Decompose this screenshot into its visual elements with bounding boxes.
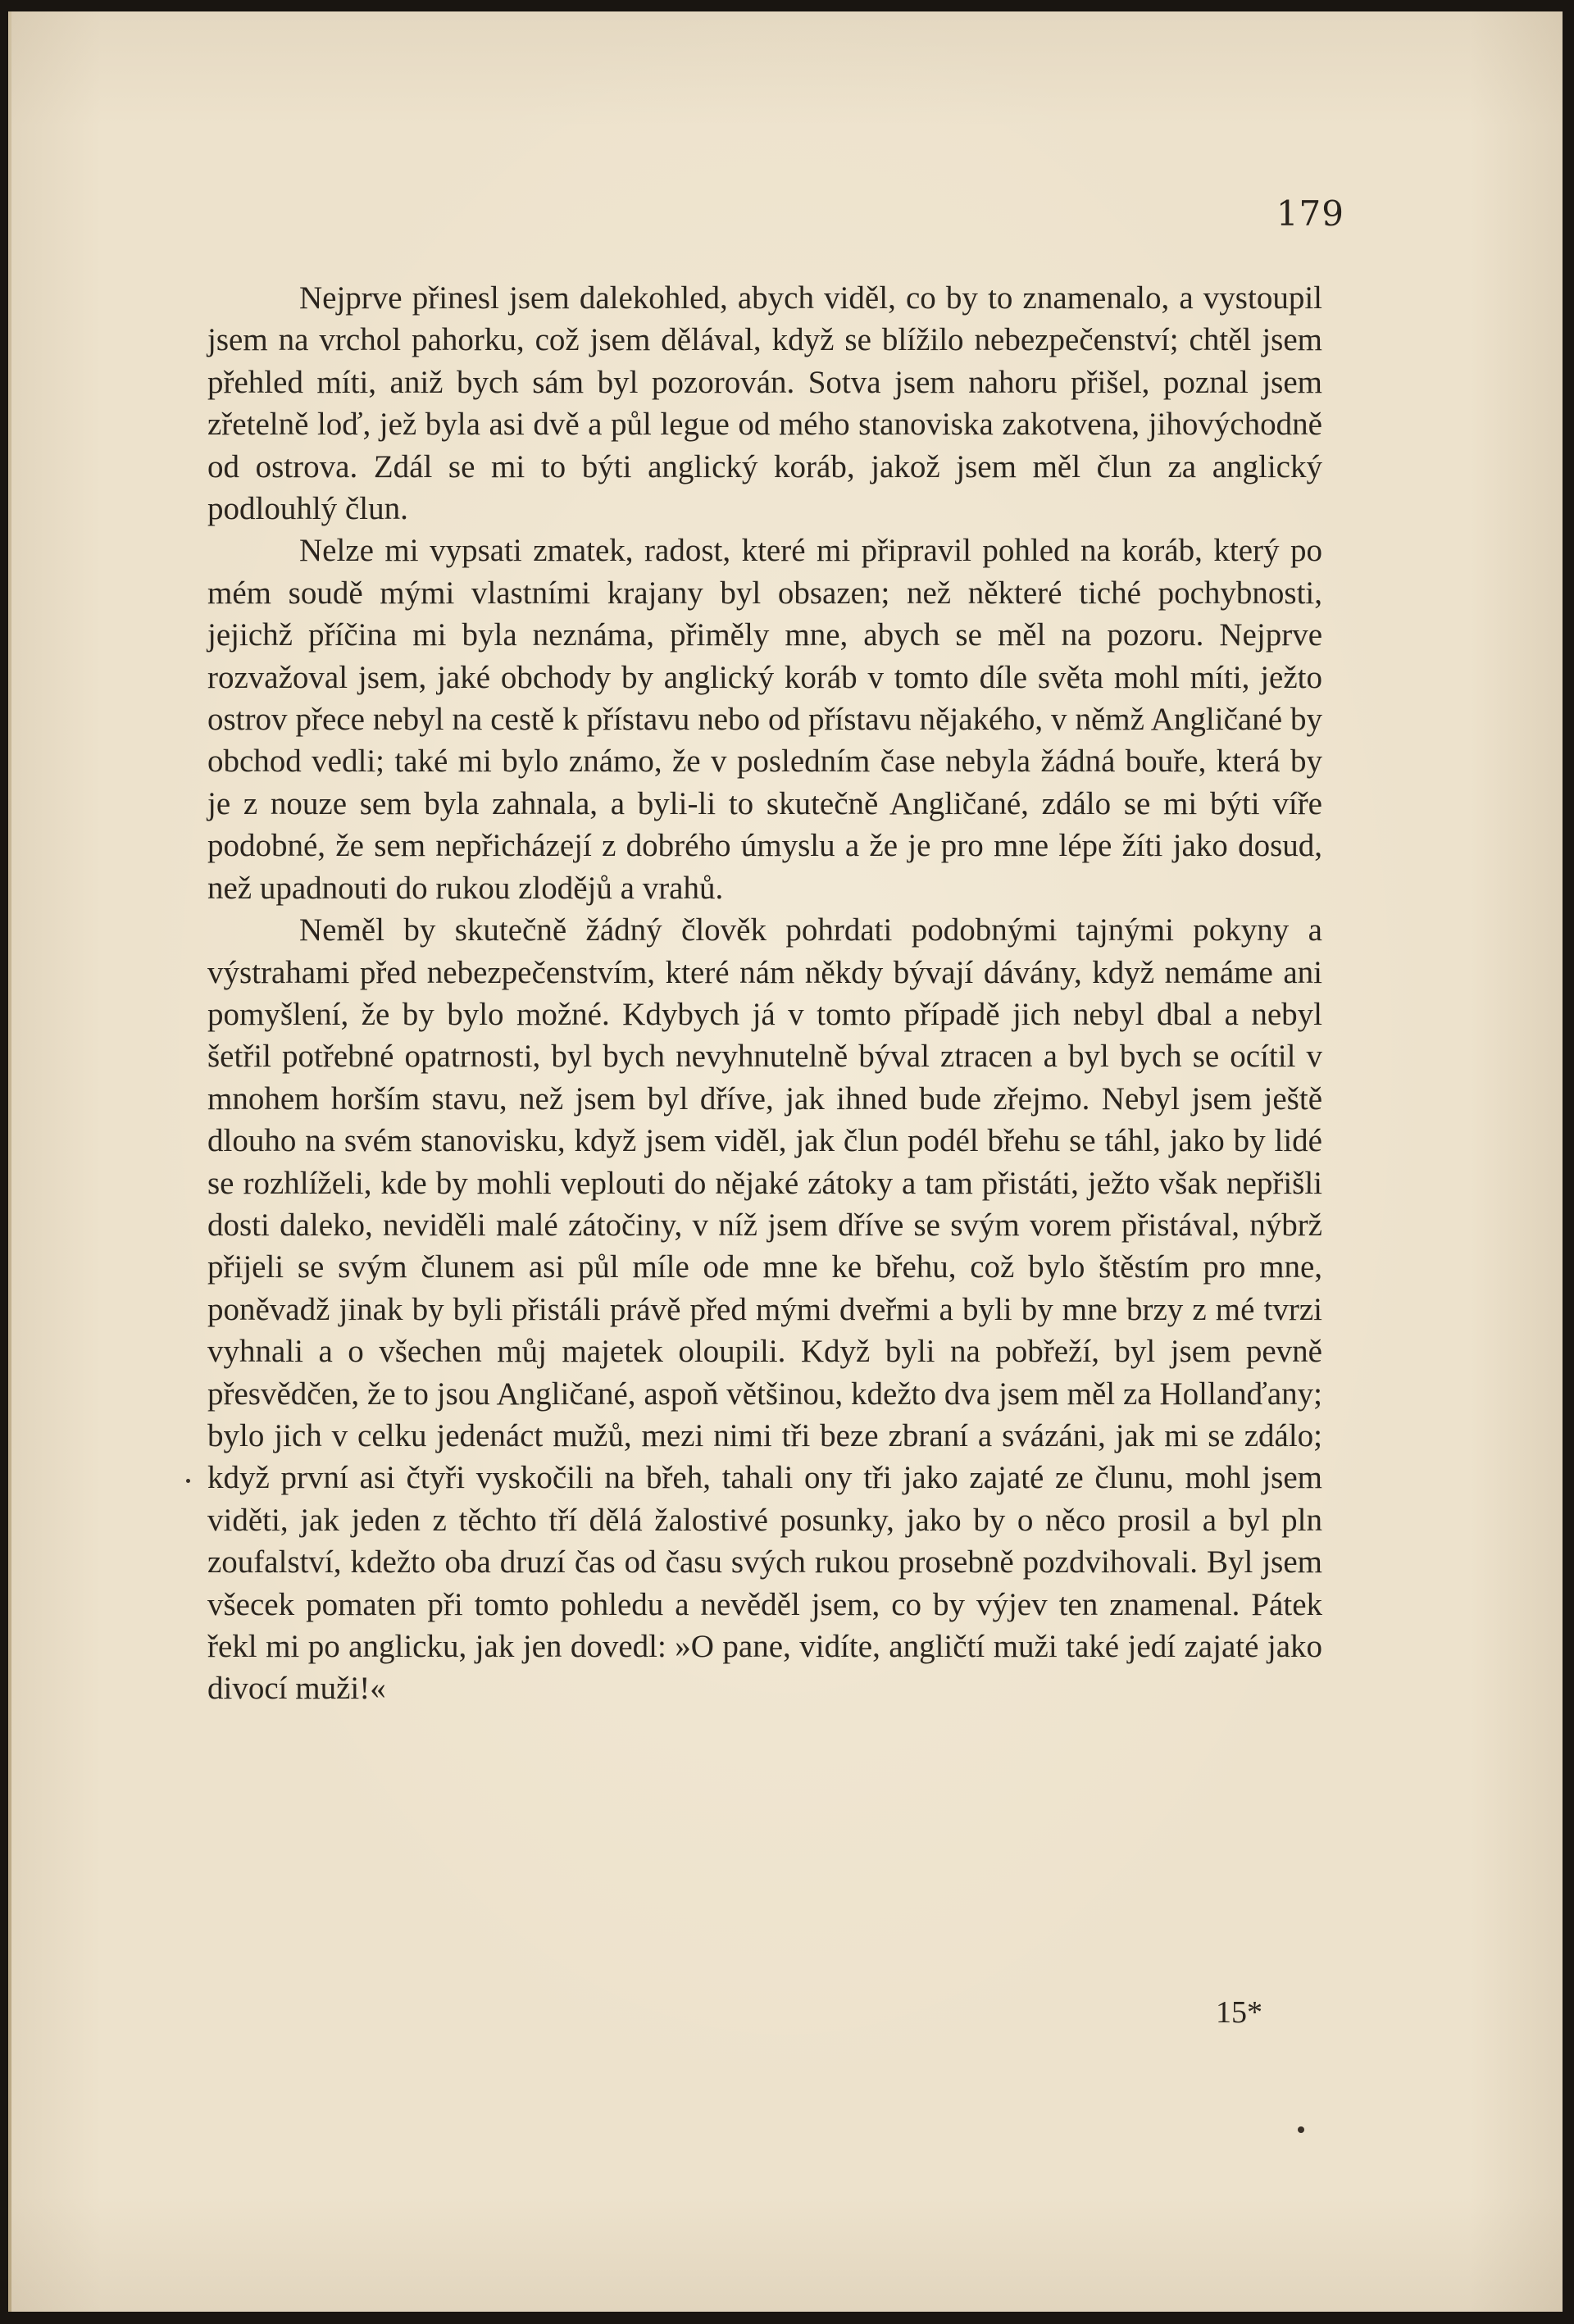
ink-speck xyxy=(186,1479,190,1483)
page-number: 179 xyxy=(1276,193,1344,234)
paragraph-2: Nelze mi vypsati zmatek, radost, které mi připravil pohled na koráb, který po mém soudě mými vlastními krajany byl obsazen; než některé tiché pochybnosti, jejichž příčina mi byla neznáma, přiměly mne, abych se měl na pozoru. Nejprve rozvažoval jsem, jaké obchody by anglický koráb v tomto díle světa mohl míti, ježto ostrov přece nebyl na cestě k přístavu nebo od přístavu nějakého, v němž Angličané by obchod vedli; také mi bylo známo, že v posledním čase nebyla žádná bouře, která by je z nouze sem byla zahnala, a byli-li to skutečně Angličané, zdálo se mi býti víře podobné, že sem nepřicházejí z dobrého úmyslu a že je pro mne lépe žíti jako dosud, než upadnouti do rukou zlodějů a vrahů. xyxy=(207,533,1322,906)
ink-speck xyxy=(1298,2126,1304,2133)
paragraph-3: Neměl by skutečně žádný člověk pohrdati podobnými tajnými pokyny a výstrahami před nebezpečenstvím, které nám někdy bývají dávány, když nemáme ani pomyšlení, že by bylo možné. Kdybych já v tomto případě jich nebyl dbal a nebyl šetřil potřebné opatrnosti, byl bych nevyhnutelně býval ztracen a byl bych se ocítil v mnohem horším stavu, než jsem byl dříve, jak ihned bude zřejmo. Nebyl jsem ještě dlouho na svém stanovisku, když jsem viděl, jak člun podél břehu se táhl, jako by lidé se rozhlíželi, kde by mohli veplouti do nějaké zátoky a tam přistáti, ježto však nepřišli dosti daleko, neviděli malé zátočiny, v níž jsem dříve se svým vorem přistával, nýbrž přijeli se svým člunem asi půl míle ode mne ke břehu, což bylo štěstím pro mne, poněvadž jinak by byli přistáli právě před mými dveřmi a byli by mne brzy z mé tvrzi vyhnali a o všechen můj majetek oloupili. Když byli na pobřeží, byl jsem pevně přesvědčen, že to jsou Angličané, aspoň většinou, kdežto dva jsem měl za Hollanďany; bylo jich v celku jedenáct mužů, mezi nimi tři beze zbraní a svázáni, jak mi se zdálo; když první asi čtyři vyskočili na břeh, tahali ony tři jako zajaté ze člunu, mohl jsem viděti, jak jeden z těchto tří dělá žalostivé posunky, jako by o něco prosil a byl pln zoufalství, kdežto oba druzí čas od času svých rukou prosebně pozdvihovali. Byl jsem všecek pomaten při tomto pohledu a nevěděl jsem, co by výjev ten znamenal. Pátek řekl mi po anglicku, jak jen dovedl: »O pane, vidíte, angličtí muži také jedí zajaté jako divocí muži!« xyxy=(207,912,1322,1707)
body-text xyxy=(207,277,1322,1710)
paragraph-1: Nejprve přinesl jsem dalekohled, abych viděl, co by to znamenalo, a vystoupil jsem na vrchol pahorku, což jsem dělával, když se blížilo nebezpečenství; chtěl jsem přehled míti, aniž bych sám byl pozorován. Sotva jsem nahoru přišel, poznal jsem zřetelně loď, jež byla asi dvě a půl legue od mého stanoviska zakotvena, jihovýchodně od ostrova. Zdál se mi to býti anglický koráb, jakož jsem měl člun za anglický podlouhlý člun. xyxy=(207,280,1322,527)
page-edge xyxy=(8,11,11,2312)
printer-signature-mark: 15* xyxy=(1216,1995,1262,2030)
